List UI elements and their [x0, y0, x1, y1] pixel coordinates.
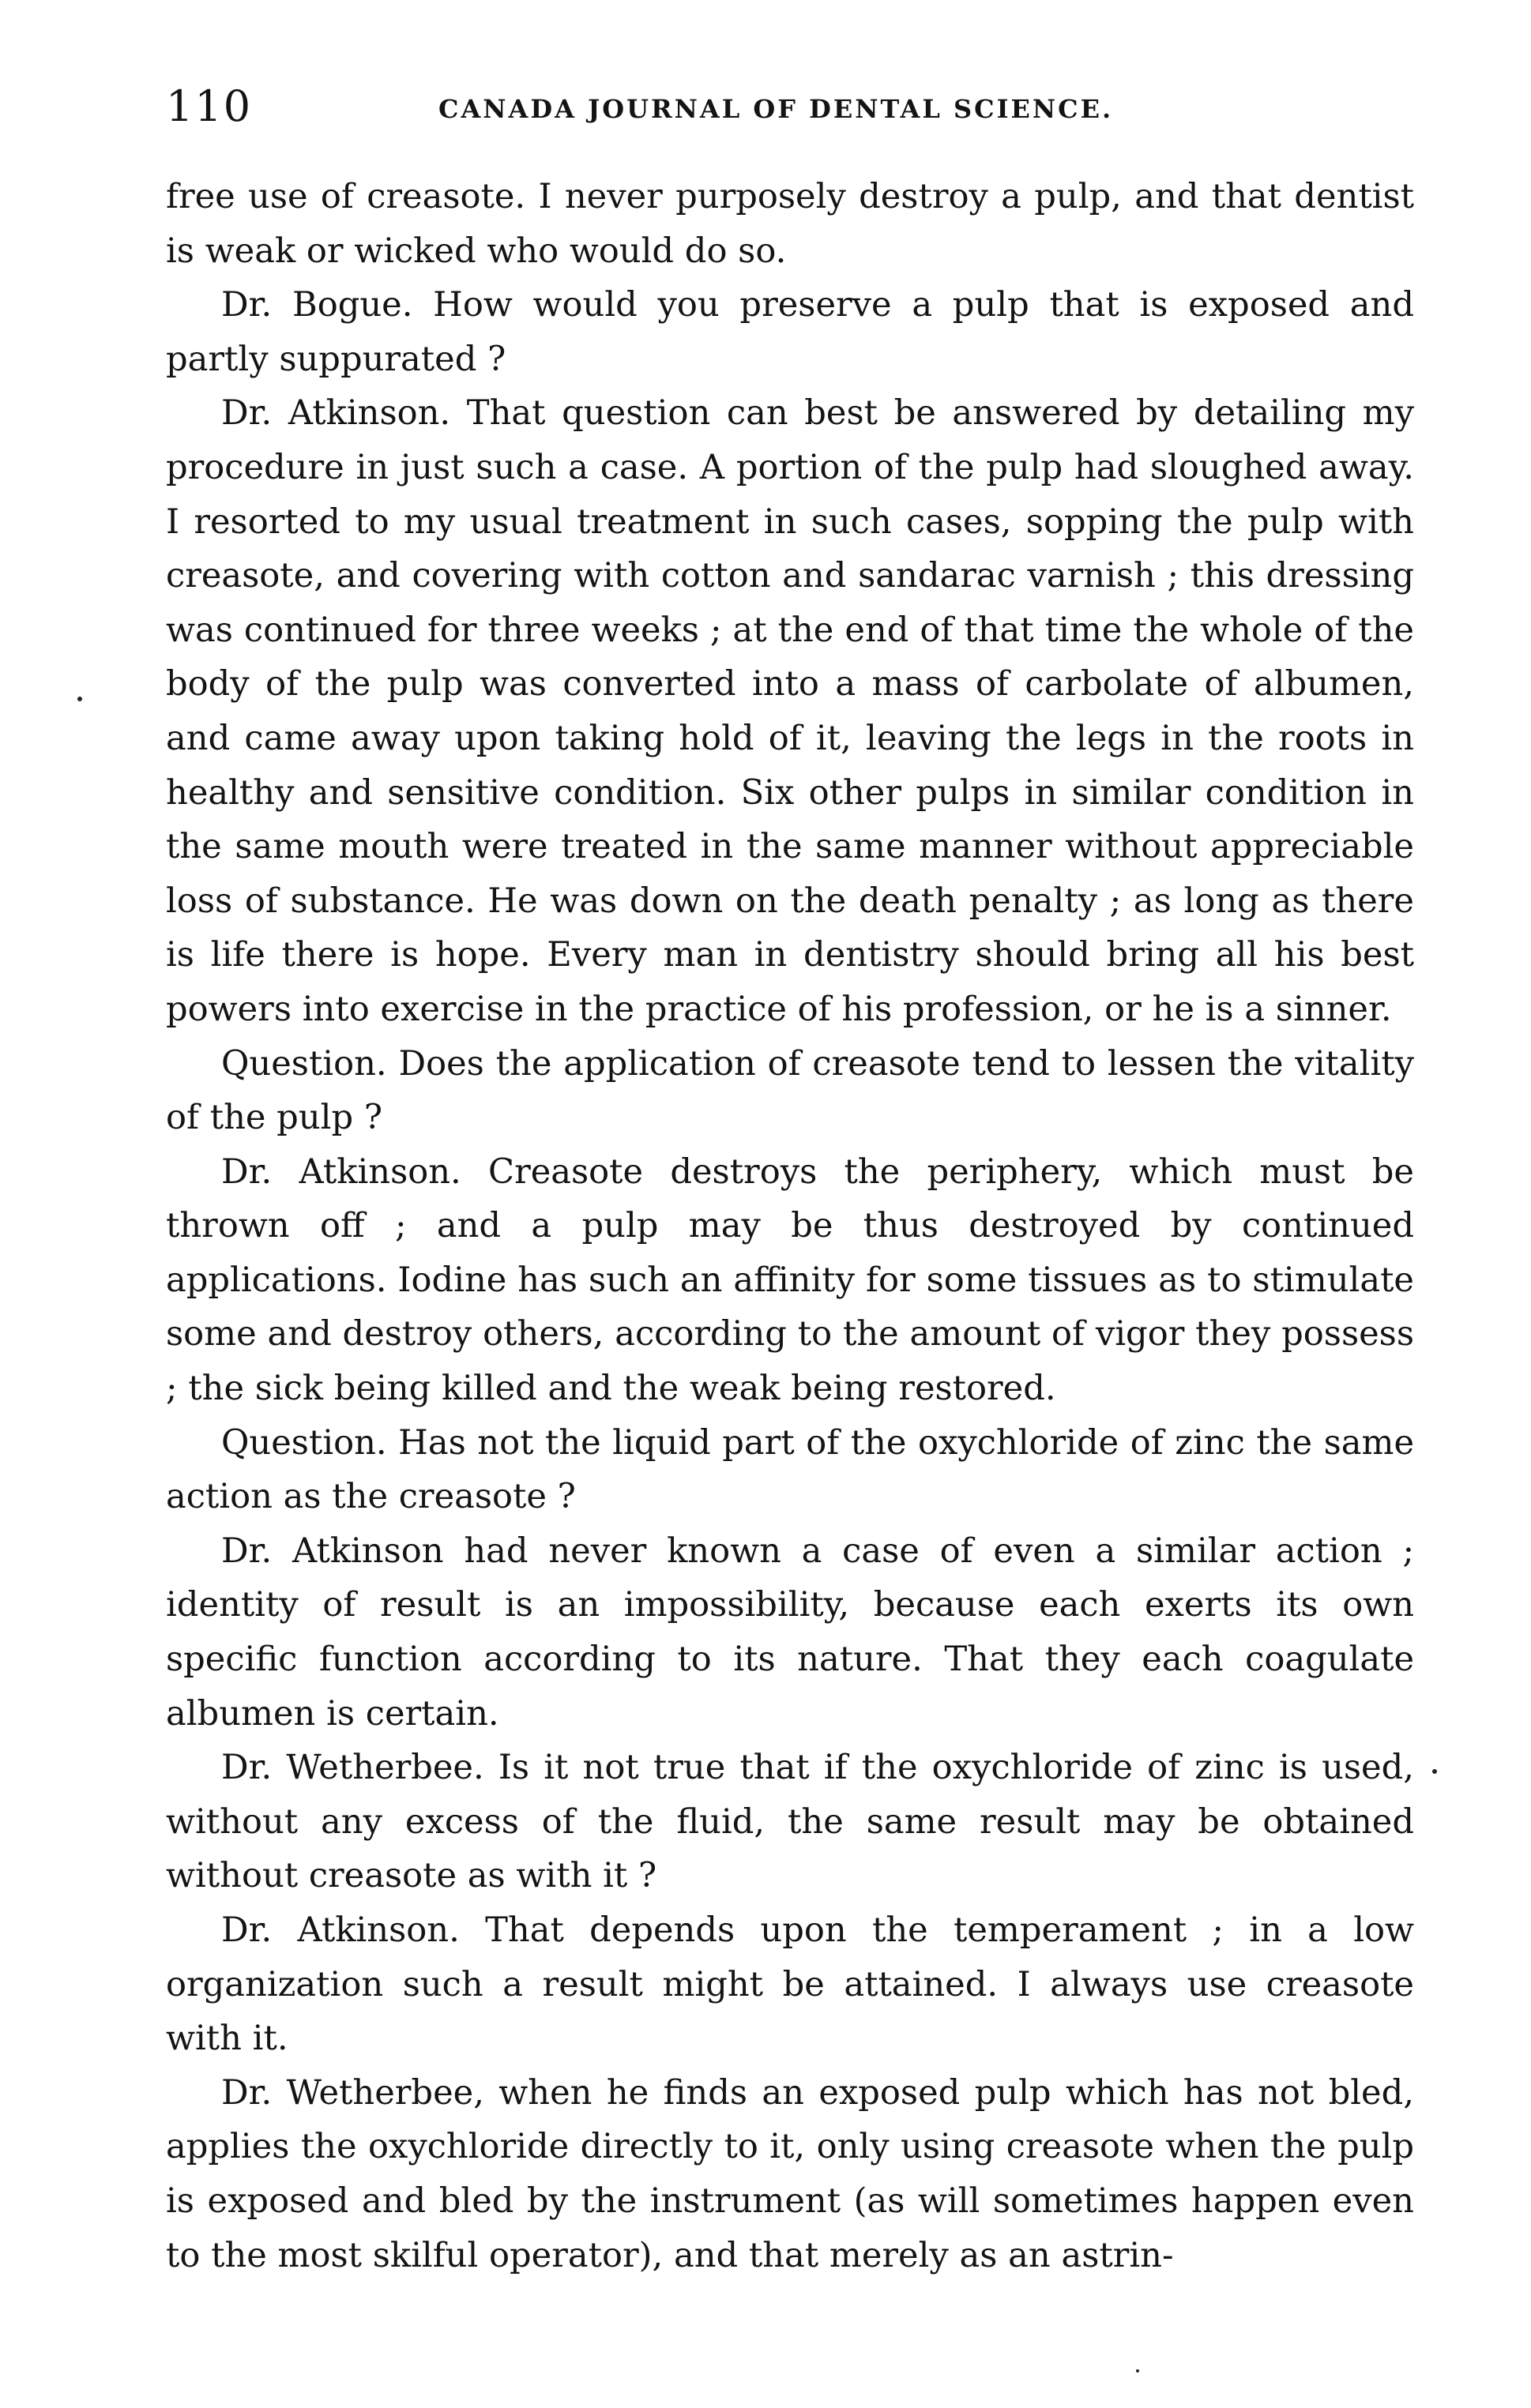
print-speck: [77, 697, 82, 701]
print-speck: [1136, 2369, 1139, 2372]
paragraph-wetherbee-practice: Dr. Wetherbee, when he finds an exposed pulp which has not bled, applies the oxychloride directly to it, only using creasote when the pulp is exposed and bled by the instrument (as will sometimes happen even to the most skilful operator), and that merely as an astrin-: [166, 2072, 1414, 2275]
page-number: 110: [166, 81, 253, 131]
paragraph-bogue-question: Dr. Bogue. How would you preserve a pulp that is exposed and partly suppurated ?: [166, 285, 1414, 379]
paragraph-atkinson-procedure: Dr. Atkinson. That question can best be answered by detailing my procedure in just such a case. A portion of the pulp had sloughed away. I resorted to my usual treatment in such cases, sopping the pulp with creasote, and covering with cotton and sandarac varnish ; this dressing was continued for three weeks ; at the end of that time the whole of the body of the pulp was converted into a mass of carbolate of albumen, and came away upon taking hold of it, leaving the legs in the roots in healthy and sensitive condition. Six other pulps in similar condition in the same mouth were treated in the same manner without appreciable loss of substance. He was down on the death penalty ; as long as there is life there is hope. Every man in dentistry should bring all his best powers into exercise in the practice of his profession, or he is a sinner.: [166, 393, 1414, 1029]
page-header: [166, 79, 1414, 142]
paragraph-atkinson-temperament: Dr. Atkinson. That depends upon the temperament ; in a low organization such a result might be attained. I always use creasote with it.: [166, 1910, 1414, 2059]
paragraph-question-vitality: Question. Does the application of creasote tend to lessen the vitality of the pulp ?: [166, 1043, 1414, 1138]
paragraph-wetherbee-question: Dr. Wetherbee. Is it not true that if the oxychloride of zinc is used, without any excess of the fluid, the same result may be obtained without creasote as with it ?: [166, 1748, 1414, 1896]
running-title: CANADA JOURNAL OF DENTAL SCIENCE.: [438, 94, 1114, 124]
print-speck: [1432, 1769, 1437, 1774]
paragraph-atkinson-creasote: Dr. Atkinson. Creasote destroys the periphery, which must be thrown off ; and a pulp may be thus destroyed by continued applications. Iodine has such an affinity for some tissues as to stimulate some and destroy others, according to the amount of vigor they possess ; the sick being killed and the weak being restored.: [166, 1151, 1414, 1409]
paragraph-atkinson-identity: Dr. Atkinson had never known a case of even a similar action ; identity of result is an impossibility, because each exerts its own specific function according to its nature. That they each coagulate albumen is certain.: [166, 1531, 1414, 1734]
paragraph-question-oxychloride: Question. Has not the liquid part of the oxychloride of zinc the same action as the creasote ?: [166, 1422, 1414, 1517]
body-text: [166, 170, 1414, 2282]
paragraph-continuation: free use of creasote. I never purposely destroy a pulp, and that dentist is weak or wicked who would do so.: [166, 177, 1414, 271]
